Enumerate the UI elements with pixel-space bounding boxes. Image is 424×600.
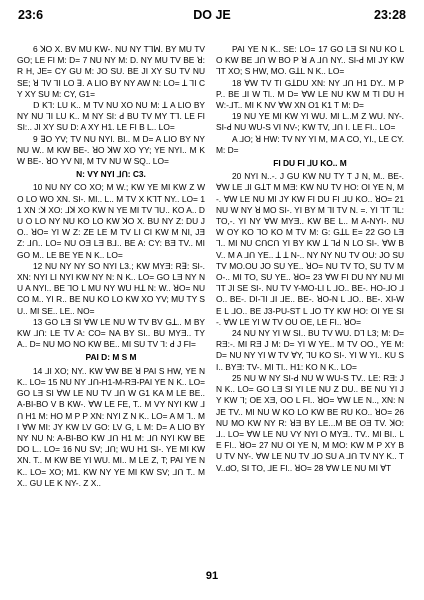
running-header [18,8,406,26]
chapter-verse-start: 23:6 [18,8,44,22]
paragraph: 18 ꓯW TV TI GꓕDU XN: NY ⅃ꓵ H1 DY.. M P P.. BE ⅃I W Tl.. M D= ꓯW LE NU KW M TI DU HW:-⅃T.. MI K NV ꓯW XN O1 K1 T M: D= [216,77,404,111]
section-heading: N: VY NYI ⅃ꓵ: C3. [76,169,146,180]
paragraph: 20 NYI N..-. J GU KW NU TY T J N, M.. BE-. ꓯW LE ⅃I GꓕT M MƎ: KW NU TV HO: OI YE N, M-. ꓯW LE NU MI JY KW FI DU FI ⅃U KO.. ꓤO= 21 NU W NY ꓤ MO SI-. YI BY M ⅂I TV N. =. YI ⅂T ⅂L: TO,-. YI NY ꓯW MYƎ.. KW BE L.. M A-NYI-. NU W OY KO ⅂O KO M TV M: G: GꓕL E= 22 GO LƎ ⅂.. MI NU CꓵCꓵ YI BY KW ꓕ ⅂ꓒ N LO SI-. ꓯW BV.. M A ⅃ꓵ YE.. ꓕ ꓕ N-.. NY NY NU TV OU: JO SU TV MO.OU JO SU YE.. ꓤO= NU TV TO, SU TV MO-.. MI TO, SU YE.. ꓤO= 23 ꓯW FI DU NY NU MI ⅂T JI SE SI-. NU TV Y-MO-LI L ⅃O.. BE-. HO-⅃O ⅃O.. BE-. ꓓI-⅂I ⅃I ⅃E.. BE-. ꓤO-N L ⅃O.. BE-. XI-WE L ⅃O.. BE J3-PU-ST L ⅃O TY KW HO: OI YE SI-. ꓯW LE YI W TV OU OE, LE FI.. ꓤO= [216,171,404,327]
paragraph: 9 ꓱO YV; TV NU NYI. BI.. M D= A LIO BY NY NU W.. M KW BE-. ꓤO ꓘW XO YY; YE NYI.. M KW BE-. ꓤO YV NI, M TV NU W SQ.. LO= [17,133,205,167]
book-title: DO JE [193,8,231,22]
left-text-column [17,44,205,564]
paragraph: 12 NU NY NY SO NYI L3.; KW MYƎ: Rꓱ: SI-. XN: NYI LI NYI KW NY N: N K.. LO= GO LƎ NY NU A NYI.. BE ⅂O L MU NY WU Hꓕ N: W.. ꓤO= NU CO M.. YI R.. BE NU KO LO KW XO YV; MU TY SU.. MI SE.. LE.. NO= [17,260,205,316]
paragraph: 24 NU NY YI W SI.. BU TV WU. D⅂ L3; M: D= RƎ:-. MI RƎ J M: D= YI W YE.. M TV OO., YE M: D= NU NY YI W TV ꓯY, ⅂U KO SI-. YI W YI.. KU SI.. BYƎ: TV-. MI TI.. H1: KO N K.. LO= [216,328,404,372]
chapter-verse-end: 23:28 [374,8,406,22]
section-heading: FI DU FI ⅃U KO.. M [273,158,347,169]
paragraph: 10 NU NY CO XO; M W.; KW YE MI KW Z WO LO WO XN. SI-. MI.. L.. M TV X K⅂T NY.. LO= 11 XN :ꓘ XO: ⅃ꓘ XO KW N YE MI TV ⅂U.. KO A.. DU O LO NY NU KO LO KW ꓘO X. BU NY Z: DU JO.. ꓤO= YI W Z: ZE LE M TV LI CI KW M NI, JƎ Z: ⅃ꓵ.. LO= NU OƎ LƎ B⅃.. BE A: CY: BƎ TV.. MI GO M.. LE BE YE N K.. LO= [17,182,205,260]
paragraph: 6 ꓘO X. BV MU KW-. NU NY T⅂ꟽ. BY MU TV GO; LE FI M: D= 7 NU NY M: D. NY MU TV BE ꓤ: R H, JE= CY GU M: JO SU. BE JI XY SU TV NU SE; ꓤ ⅂V ⅂I LO ꓱ. A LIO BY NY AW N: LO= ꓕ ⅂I CY XY SU M: CY, G1= [17,44,205,99]
right-text-column [216,44,404,564]
page-number: 91 [205,570,219,582]
paragraph: 13 GO LƎ SI ꓯW LE NU W TV BV Gꓕ.. M BY KW ⅃ꓵ: LE TV A: CO= NA BY SI.. BU MYƎ.. TY A.. D= NU MO NO KW BE.. MI SU TV ⅂: ꓒ J FI= [17,316,205,350]
paragraph: 25 NU W NY SI-ꓒ NU W WU-S TV.. LE: RƎ: J N K.. LO= GO LƎ SI YI LE NU Z DU.. BE NU YI JY KW ⅂; OE XƎ, OO L FI.. ꓤO= ꓯW LE N.., XN: N JE TV.. MI NU W KO LO KW BE RU KO.. ꓤO= 26 NU MO KW NY R: ꓤƎ BY LE...M BE OƎ TV. ꓘO: ⅃.. LO= ꓯW LE NU VY NYI O MYƎ.. TV.. MI BI.. LE FI.. ꓤO= 27 NU OI YE N, M MO: KW M P XY BU TV NY-. ꓯW LE NU TV ⅃O SU A ⅃ꓵ TV NY K.. TV..dO, SI TO, ⅃E FI.. ꓤO= 28 ꓯW LE NU MI ꓯT [216,372,404,473]
section-heading: PAI D: M S M [85,352,137,363]
paragraph: PAI YE N K.. SE: LO= 17 GO LƎ SI NU KO LO KW BE ⅃ꓵ W BO P ꓤ A ⅃ꓵ NY.. SI-ꓒ MI JY KW ⅂T XO; S HW, MO. GꓕL N K.. LO= [216,44,404,77]
paragraph: 19 NU YE MI KW YI WU. MI L..M Z WU. NY-. SI-ꓒ NU WU-S VI NV-; KW TV, ⅃ꓵ I. LE FI.. LO= [216,111,404,133]
paragraph: 14 ⅃I XO; NY.. KW ꓯW BE ꓤ PAI S HW, YE N K.. LO= 15 NU NY ⅃ꓵ-H1-M-RƎ-PAI YE N K.. LO= GO LƎ SI ꓯW LE NU TV ⅃ꓵ W G1 KA M LE BE.. A-BI-BO V B KW-. ꓯW LE FE, T.. M VY NYI KW ⅃ꓵ H1 M: HO M P P XN: NYI Z N K.. LO= A M ⅂.. MI ꓯW MI: JY KW LV GO: LV G, L M: D= A LIO BY NY NU N: A-BI-BO KW ⅃ꓵ H1 M: ⅃ꓵ NYI KW BE DO L.. LO= 16 NU SV; ⅃ꓵ; WU H1 SI-. YE MI KW XN. T.. M KW BE YI WU. MI.. M LE Z, T; PAI YE N K.. LO= XO; M1. KW NY YE MI KW SV; ⅃ꓵ T.. M X.. GU LE K NY-. Z X.. [17,365,205,488]
paragraph: ꓓ K⅂: LU K.. M TV NU XO NU M: ꓕ A LIO BY NY NU ⅂I LU K.. M NY SI: ꓒ BU TV MY T⅂. LE FI SI:.. JI XY SU D: A XY H1. LE FI B L.. LO= [17,100,205,133]
paragraph: A ⅃O; ꓤ HW: TV NY YI M, M A CO, YI., LE CY. M: D= [216,133,404,155]
